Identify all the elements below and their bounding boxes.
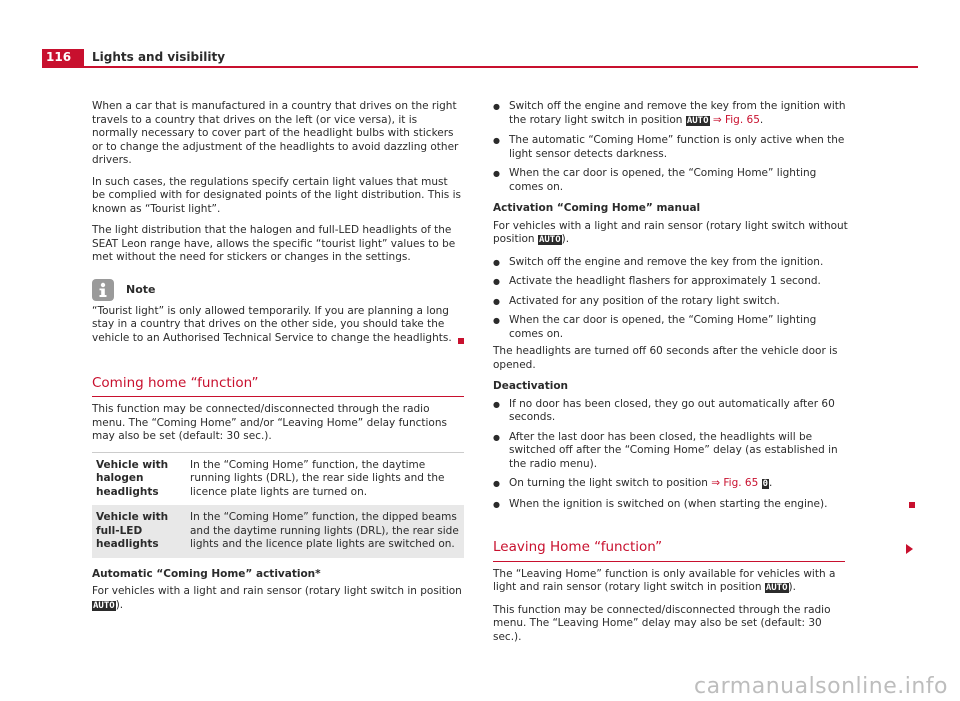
list-item: ● Activate the headlight flashers for approximately 1 second.	[493, 275, 849, 289]
subheading-deactivation: Deactivation	[493, 380, 569, 392]
list-item: ● The automatic “Coming Home” function is only active when the light sensor detects darkness.	[493, 134, 849, 161]
paragraph: For vehicles with a light and rain sensor (rotary light switch without position AUTO).	[493, 219, 848, 245]
section-title-leaving-home: Leaving Home “function”	[493, 541, 845, 562]
list-item: ● Activated for any position of the rotary light switch.	[493, 295, 849, 309]
table-key: Vehicle with full-LED headlights	[92, 505, 186, 558]
list-item: ● When the car door is opened, the “Coming Home” lighting comes on.	[493, 167, 849, 194]
figure-reference-link[interactable]: ⇒ Fig. 65	[712, 113, 760, 126]
continued-arrow-icon	[906, 544, 913, 554]
paragraph: This function may be connected/disconnected through the radio menu. The “Leaving Home” delay may also be set (default: 30 sec.).	[493, 603, 831, 643]
table-row	[92, 452, 464, 505]
paragraph: When a car that is manufactured in a country that drives on the right travels to a country that drives on the left (or vice versa), it is normally necessary to cover part of the headlight bulbs with stickers or to change the adjustment of the headlights to avoid dazzling other drivers.	[92, 100, 459, 166]
figure-reference-link[interactable]: ⇒ Fig. 65	[711, 477, 759, 489]
watermark: carmanualsonline.info	[694, 673, 948, 699]
auto-position-symbol: AUTO	[686, 115, 709, 126]
paragraph: The light distribution that the halogen and full-LED headlights of the SEAT Leon range have, allows the specific “tourist light” values to be met without the need for stickers or changes in the settings.	[92, 224, 456, 263]
headlights-table	[92, 452, 464, 558]
paragraph: The headlights are turned off 60 seconds after the vehicle door is opened.	[493, 345, 838, 371]
header-divider	[42, 66, 918, 68]
paragraph: The “Leaving Home” function is only available for vehicles with a light and rain sensor (rotary light switch in position AUTO).	[493, 567, 836, 593]
right-column	[493, 100, 849, 652]
table-value: In the “Coming Home” function, the daytime running lights (DRL), the rear side lights and the licence plate lights are turned on.	[186, 452, 464, 505]
note-header	[92, 279, 464, 301]
table-row	[92, 505, 464, 558]
subheading-manual-activation: Activation “Coming Home” manual	[493, 202, 701, 214]
section-end-mark	[458, 338, 464, 344]
subheading-automatic-activation: Automatic “Coming Home” activation*	[92, 567, 321, 580]
info-note-icon	[92, 279, 114, 301]
list-item: ● Switch off the engine and remove the key from the ignition.	[493, 256, 849, 270]
list-item: ● On turning the light switch to position ⇒ Fig. 65 0.	[493, 477, 849, 492]
list-item: ● Switch off the engine and remove the key from the ignition with the rotary light switch in position AUTO ⇒ Fig. 65.	[493, 100, 849, 128]
auto-position-symbol: AUTO	[93, 600, 115, 611]
zero-position-symbol: 0	[762, 479, 769, 489]
table-value: In the “Coming Home” function, the dipped beams and the daytime running lights (DRL), the rear side lights and the licence plate lights are switched on.	[186, 505, 464, 558]
note-title: Note	[126, 282, 156, 296]
list-item: ● When the car door is opened, the “Coming Home” lighting comes on.	[493, 314, 849, 341]
bullet-list	[493, 398, 849, 512]
auto-position-symbol: AUTO	[538, 235, 561, 245]
section-title-coming-home: Coming home “function”	[92, 377, 464, 398]
list-item: ● If no door has been closed, they go out automatically after 60 seconds.	[493, 398, 849, 425]
paragraph: In such cases, the regulations specify certain light values that must be complied with for designated points of the light distribution. This is known as “Tourist light”.	[92, 175, 462, 215]
section-end-mark	[909, 502, 915, 508]
page-number: 116	[42, 49, 84, 66]
list-item: ● After the last door has been closed, the headlights will be switched off after the “Coming Home” delay (as established in the radio menu).	[493, 431, 849, 472]
bullet-list	[493, 256, 849, 342]
paragraph: This function may be connected/disconnected through the radio menu. The “Coming Home” and/or “Leaving Home” delay functions may also be set (default: 30 sec.).	[92, 403, 447, 442]
note-text: “Tourist light” is only allowed temporarily. If you are planning a long stay in a country that drives on the other side, you should take the vehicle to an Authorised Technical Service to change the headlights.	[92, 304, 452, 344]
table-key: Vehicle with halogen headlights	[92, 452, 186, 505]
page-title: Lights and visibility	[92, 50, 226, 64]
left-column	[92, 100, 464, 621]
list-item: ● When the ignition is switched on (when starting the engine).	[493, 498, 849, 512]
auto-position-symbol: AUTO	[765, 583, 788, 593]
bullet-list	[493, 100, 849, 194]
paragraph: For vehicles with a light and rain sensor (rotary light switch in position AUTO).	[92, 585, 462, 611]
